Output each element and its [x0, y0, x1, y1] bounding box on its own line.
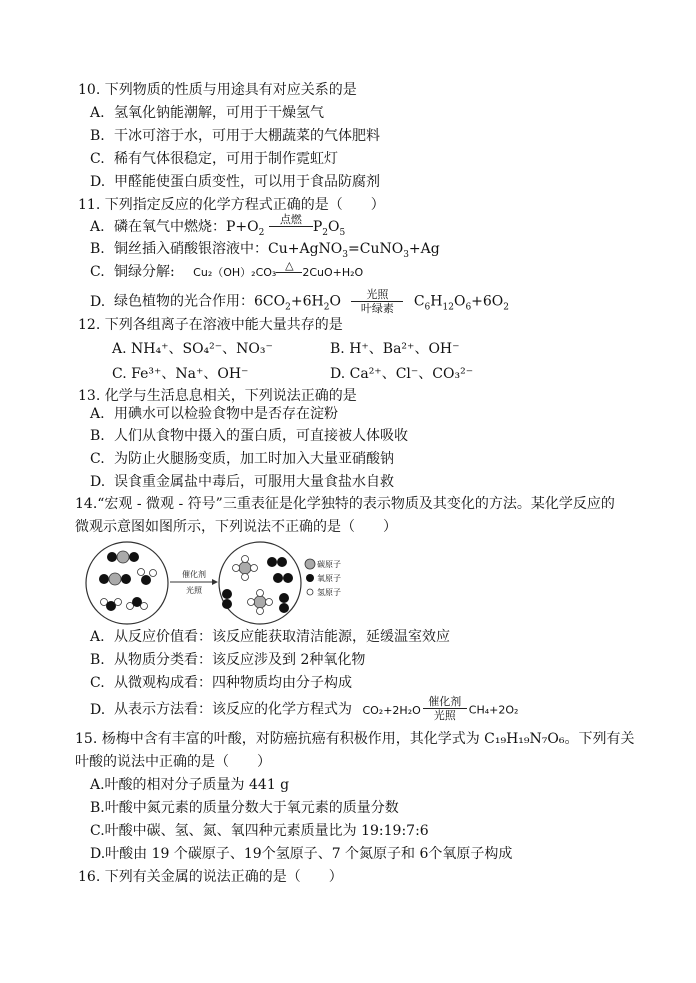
q13-stem: 13. 化学与生活息息相关，下列说法正确的是 [78, 388, 357, 404]
q12-option-b: B. H⁺、Ba²⁺、OH⁻ [330, 341, 460, 357]
q11-option-a: A. 磷在氧气中燃烧：$P+O_2$ 点燃 $P_2O_5$ [90, 213, 346, 238]
q14-stem-line2: 微观示意图如图所示，下列说法不正确的是（ ） [75, 519, 397, 535]
arrow-bottom-label: 光照 [186, 586, 202, 595]
q13-option-c: C. 为防止火腿肠变质，加工时加入大量亚硝酸钠 [90, 451, 394, 467]
legend-carbon: 碳原子 [317, 560, 341, 569]
legend-oxygen: 氧原子 [317, 574, 341, 583]
reaction-micro-diagram [84, 540, 374, 626]
q15-option-d: D.叶酸由 19 个碳原子、19个氢原子、7 个氮原子和 6个氧原子构成 [90, 846, 513, 862]
q12-option-d: D. Ca²⁺、Cl⁻、CO₃²⁻ [330, 366, 474, 382]
q11-option-c: C. 铜绿分解: Cu₂（OH）₂CO₃ △ 2CuO+H₂O [90, 259, 364, 280]
carbon-legend-icon [305, 559, 315, 569]
q13-option-d: D. 误食重金属盐中毒后，可服用大量食盐水自救 [90, 474, 394, 490]
q13-option-b: B. 人们从食物中摄入的蛋白质，可直接被人体吸收 [90, 428, 408, 444]
q15-stem-line1: 15. 杨梅中含有丰富的叶酸，对防癌抗癌有积极作用，其化学式为 C₁₉H₁₉N₇O₆。下列有关 [75, 731, 635, 747]
q10-stem: 10. 下列物质的性质与用途具有对应关系的是 [78, 82, 357, 98]
q12-option-a: A. NH₄⁺、SO₄²⁻、NO₃⁻ [112, 341, 273, 357]
q11-stem: 11. 下列指定反应的化学方程式正确的是（ ） [78, 197, 385, 213]
q14-option-d: D. 从表示方法看：该反应的化学方程式为 CO₂+2H₂O 催化剂 光照 CH₄+2O₂ [90, 695, 519, 722]
q14-option-c: C. 从微观构成看：四种物质均由分子构成 [90, 675, 352, 691]
hydrogen-legend-icon [307, 589, 313, 595]
q11-option-d: D. 绿色植物的光合作用：$6CO_2+6H_2O$ 光照 叶绿素 $C_6H_{12}O_6+6O_2$ [90, 288, 510, 315]
co2-molecule [107, 551, 139, 563]
co2-molecule [99, 573, 131, 585]
q10-option-a: A. 氢氧化钠能潮解，可用于干燥氢气 [90, 105, 324, 121]
q15-option-b: B.叶酸中氮元素的质量分数大于氧元素的质量分数 [90, 800, 399, 816]
q14-option-a: A. 从反应价值看：该反应能获取清洁能源，延缓温室效应 [90, 629, 450, 645]
q12-option-c: C. Fe³⁺、Na⁺、OH⁻ [112, 366, 249, 382]
q15-option-c: C.叶酸中碳、氢、氮、氧四种元素质量比为 19:19:7:6 [90, 823, 429, 839]
q11-option-b: B. 铜丝插入硝酸银溶液中：Cu+AgNO$_3$=CuNO$_3$+Ag [90, 241, 440, 260]
q10-option-b: B. 干冰可溶于水，可用于大棚蔬菜的气体肥料 [90, 128, 380, 144]
q10-option-c: C. 稀有气体很稳定，可用于制作霓虹灯 [90, 151, 338, 167]
q16-stem: 16. 下列有关金属的说法正确的是（ ） [78, 869, 343, 885]
arrow-top-label: 催化剂 [182, 570, 206, 579]
q14-stem-line1: 14.“宏观 - 微观 - 符号”三重表征是化学独特的表示物质及其变化的方法。某化学反应的 [75, 496, 615, 512]
q12-stem: 12. 下列各组离子在溶液中能大量共存的是 [78, 317, 343, 333]
q15-option-a: A.叶酸的相对分子质量为 441 g [90, 777, 290, 793]
oxygen-legend-icon [306, 574, 314, 582]
q10-option-d: D. 甲醛能使蛋白质变性，可以用于食品防腐剂 [90, 174, 380, 190]
q15-stem-line2: 叶酸的说法中正确的是（ ） [75, 754, 271, 770]
legend-hydrogen: 氢原子 [317, 588, 341, 597]
q13-option-a: A. 用碘水可以检验食物中是否存在淀粉 [90, 406, 338, 422]
q14-option-b: B. 从物质分类看：该反应涉及到 2种氧化物 [90, 652, 366, 668]
